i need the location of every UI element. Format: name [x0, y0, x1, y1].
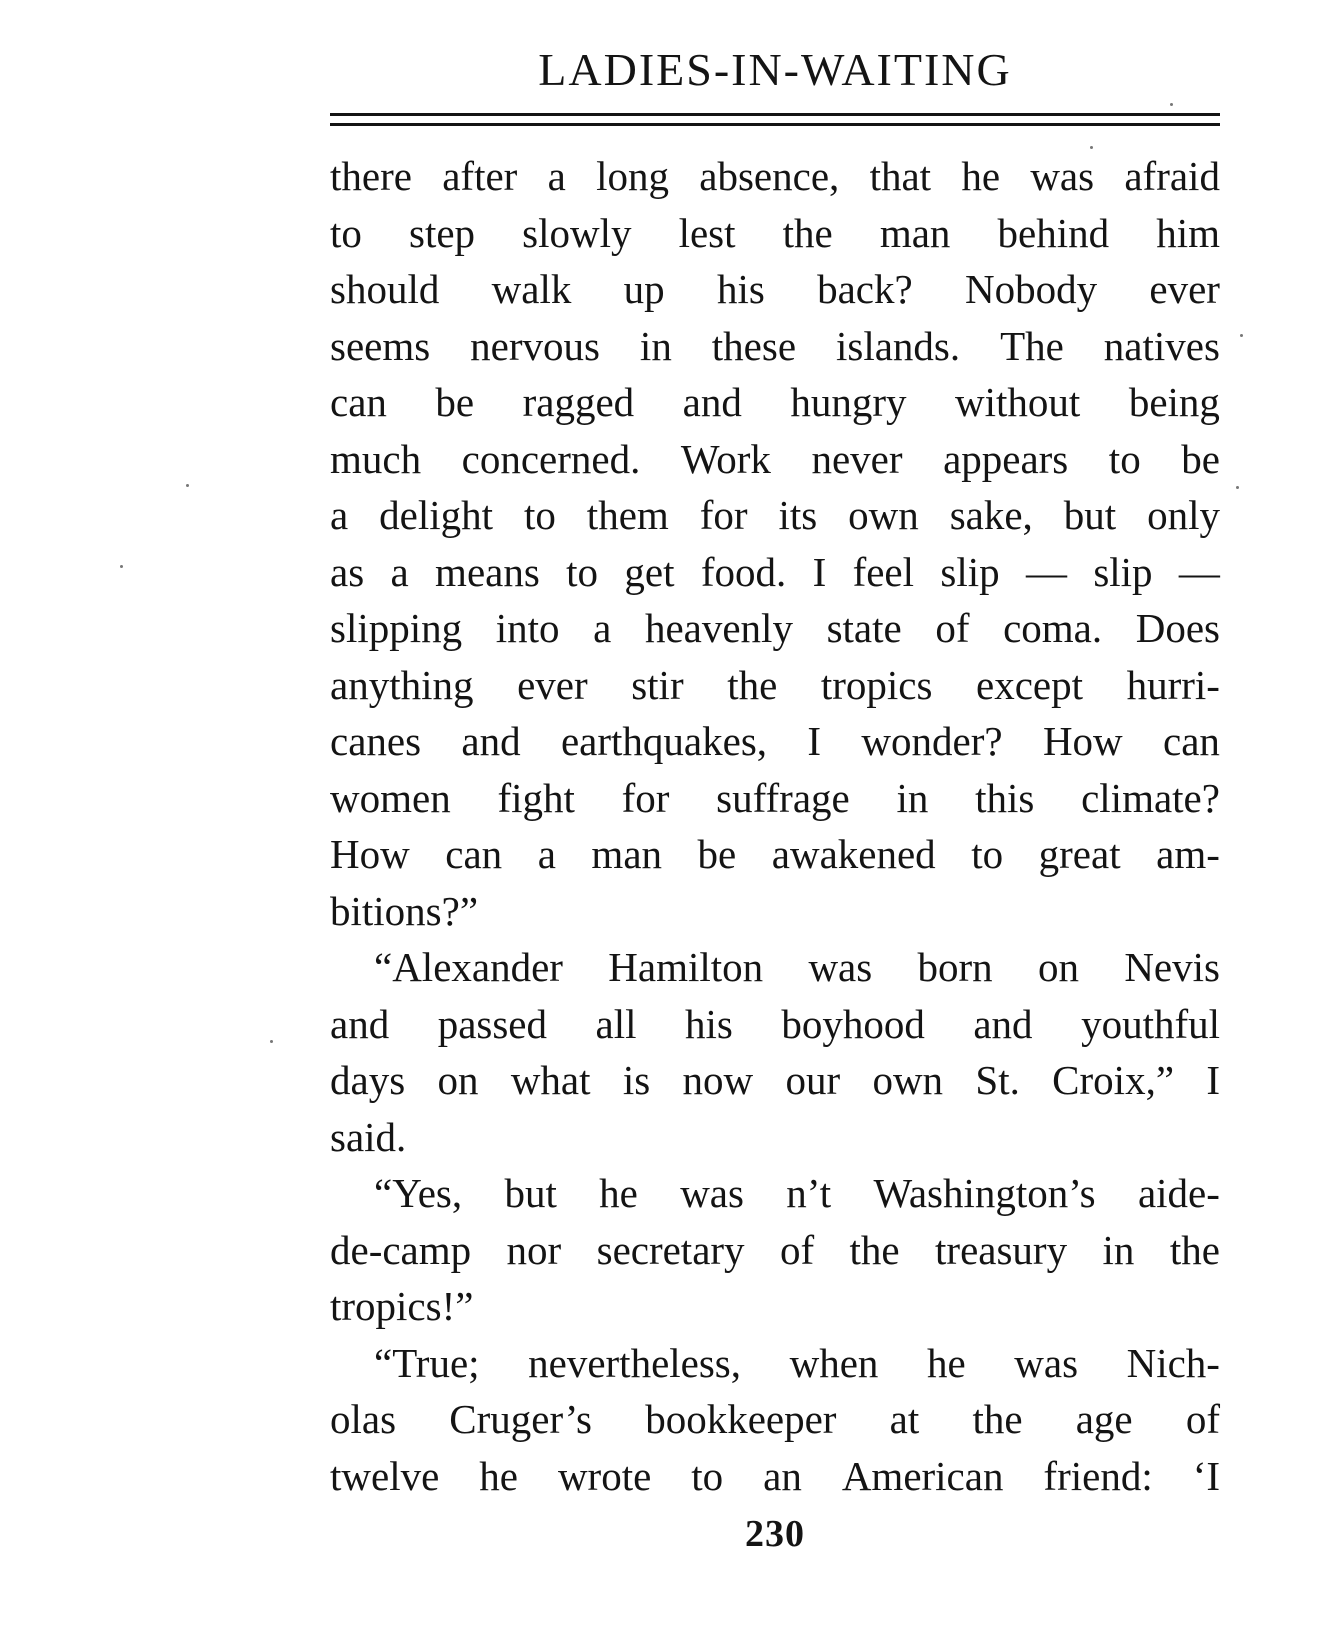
word: for — [699, 492, 748, 538]
word: ‘I — [1192, 1452, 1220, 1499]
word: the — [727, 661, 778, 708]
word: I — [807, 718, 822, 764]
header-rule-upper — [330, 113, 1220, 116]
word: stir — [631, 661, 684, 708]
word: own — [872, 1057, 944, 1103]
word: The — [1000, 322, 1064, 369]
scan-speck — [1170, 103, 1173, 106]
word: afraid — [1124, 153, 1220, 199]
word: hurri- — [1126, 661, 1220, 708]
word: n’t — [786, 1170, 832, 1216]
word: food. — [700, 548, 787, 595]
word: the — [849, 1226, 900, 1273]
scan-speck — [1236, 486, 1239, 489]
word: of — [935, 605, 970, 651]
word: to — [691, 1452, 724, 1499]
text-line — [330, 148, 1220, 205]
word: he — [479, 1452, 518, 1499]
word: a — [537, 831, 556, 877]
word: ragged — [522, 379, 635, 425]
word: lest — [678, 209, 736, 256]
word: Nich- — [1126, 1339, 1220, 1386]
word: his — [716, 266, 765, 312]
text-line — [330, 657, 1220, 714]
word: “True; — [374, 1339, 480, 1386]
word: islands. — [835, 322, 961, 369]
word: coma. — [1003, 605, 1103, 651]
word: climate? — [1081, 774, 1220, 821]
word: was — [1030, 153, 1095, 199]
text-line — [330, 1165, 1220, 1222]
word: walk — [491, 266, 572, 312]
word: these — [711, 322, 797, 369]
word: much — [330, 435, 422, 482]
word: slowly — [522, 209, 632, 256]
word: Washington’s — [873, 1170, 1096, 1216]
word: our — [785, 1057, 841, 1103]
word: an — [763, 1452, 802, 1499]
word: the — [782, 209, 833, 256]
word: nervous — [470, 322, 600, 369]
word: Work — [680, 435, 771, 482]
word: that — [869, 153, 932, 199]
word: said. — [330, 1113, 407, 1160]
word: its — [778, 492, 818, 538]
word: at — [889, 1396, 920, 1442]
word: is — [622, 1057, 651, 1103]
scan-speck — [120, 565, 123, 568]
word: to — [523, 492, 556, 538]
word: can — [330, 379, 387, 425]
word: but — [1063, 492, 1117, 538]
word: How — [1042, 718, 1123, 764]
word: great — [1038, 831, 1121, 877]
word: back? — [817, 266, 913, 312]
word: slipping — [330, 605, 463, 651]
word: Nobody — [965, 266, 1098, 312]
word: Hamilton — [608, 944, 764, 990]
word: own — [848, 492, 919, 538]
word: to — [1108, 435, 1141, 482]
text-line — [330, 826, 1220, 883]
scan-speck — [1090, 146, 1093, 149]
word: except — [976, 661, 1084, 708]
word: absence, — [699, 153, 840, 199]
word: step — [409, 209, 476, 256]
text-line — [330, 713, 1220, 770]
word: slip — [940, 548, 1000, 595]
text-line — [330, 544, 1220, 601]
word: a — [547, 153, 566, 199]
word: on — [1038, 944, 1079, 990]
word: treasury — [935, 1226, 1068, 1273]
word: days — [330, 1057, 406, 1103]
word: he — [926, 1339, 966, 1386]
word: — — [1025, 548, 1067, 595]
word: get — [624, 548, 675, 595]
word: of — [779, 1226, 815, 1273]
word: feel — [852, 548, 915, 595]
word: and — [330, 1000, 390, 1047]
word: I — [1206, 1057, 1220, 1103]
running-head: LADIES-IN-WAITING — [538, 44, 1012, 95]
word: aide- — [1137, 1170, 1220, 1216]
word: ever — [1149, 266, 1220, 312]
word: in — [639, 322, 672, 369]
word: can — [1163, 718, 1220, 764]
word: Does — [1135, 605, 1220, 651]
word: American — [841, 1452, 1004, 1499]
word: the — [1169, 1226, 1220, 1273]
word: but — [504, 1170, 557, 1216]
word: after — [442, 153, 518, 199]
word: can — [445, 831, 503, 877]
text-line — [330, 318, 1220, 375]
word: nevertheless, — [528, 1339, 742, 1386]
word: youthful — [1081, 1000, 1220, 1047]
word: concerned. — [461, 435, 641, 482]
word: fight — [497, 774, 575, 821]
word: to — [971, 831, 1004, 877]
word: and — [682, 379, 742, 425]
word: women — [330, 774, 451, 821]
word: olas — [330, 1396, 397, 1442]
text-line — [330, 205, 1220, 262]
word: secretary — [596, 1226, 745, 1273]
word: How — [330, 831, 410, 877]
word: of — [1185, 1396, 1220, 1442]
word: into — [495, 605, 560, 651]
word: was — [808, 944, 873, 990]
word: in — [896, 774, 929, 821]
text-line — [330, 1335, 1220, 1392]
word: Cruger’s — [449, 1396, 592, 1442]
word: all — [595, 1000, 637, 1047]
text-line — [330, 1222, 1220, 1279]
word: what — [510, 1057, 591, 1103]
word: and — [973, 1000, 1033, 1047]
word: on — [437, 1057, 479, 1103]
word: am- — [1156, 831, 1220, 877]
word: his — [685, 1000, 733, 1047]
text-line — [330, 600, 1220, 657]
text-line — [330, 261, 1220, 318]
word: born — [917, 944, 993, 990]
text-line — [330, 883, 1220, 940]
word: this — [975, 774, 1035, 821]
word: Nevis — [1124, 944, 1220, 990]
word: being — [1128, 379, 1220, 425]
word: as — [330, 548, 365, 595]
word: a — [330, 492, 349, 538]
word: canes — [330, 718, 422, 764]
word: for — [621, 774, 670, 821]
word: he — [961, 153, 1001, 199]
word: long — [596, 153, 669, 199]
word: state — [826, 605, 902, 651]
word: boyhood — [781, 1000, 925, 1047]
word: up — [623, 266, 665, 312]
word: friend: — [1043, 1452, 1153, 1499]
word: ever — [517, 661, 588, 708]
word: Croix,” — [1052, 1057, 1175, 1103]
word: wonder? — [861, 718, 1003, 764]
word: age — [1075, 1396, 1133, 1442]
word: twelve — [330, 1452, 440, 1499]
text-line — [330, 1448, 1220, 1505]
word: heavenly — [644, 605, 793, 651]
word: “Yes, — [374, 1170, 463, 1216]
word: them — [586, 492, 669, 538]
word: de-camp — [330, 1226, 472, 1273]
word: a — [593, 605, 612, 651]
word: be — [435, 379, 475, 425]
scan-speck — [1240, 334, 1243, 337]
word: behind — [997, 209, 1110, 256]
scan-speck — [270, 1040, 273, 1043]
word: to — [566, 548, 599, 595]
word: I — [812, 548, 827, 595]
word: now — [682, 1057, 754, 1103]
word: man — [591, 831, 663, 877]
word: there — [330, 153, 412, 199]
word: him — [1156, 209, 1220, 256]
word: passed — [437, 1000, 548, 1047]
word: tropics — [820, 661, 933, 708]
scan-speck — [186, 484, 189, 487]
page-number: 230 — [745, 1513, 805, 1555]
word: tropics!” — [330, 1283, 474, 1329]
word: — — [1178, 548, 1220, 595]
text-line — [330, 431, 1220, 488]
word: never — [811, 435, 903, 482]
body-text — [330, 148, 1220, 1504]
text-line — [330, 1278, 1220, 1335]
word: appears — [943, 435, 1069, 482]
word: and — [461, 718, 521, 764]
text-line — [330, 939, 1220, 996]
text-line — [330, 487, 1220, 544]
word: in — [1102, 1226, 1135, 1273]
word: nor — [506, 1226, 562, 1273]
word: anything — [330, 661, 474, 708]
word: slip — [1093, 548, 1153, 595]
text-line — [330, 996, 1220, 1053]
header-rule-lower — [330, 123, 1220, 126]
word: should — [330, 266, 440, 312]
word: “Alexander — [374, 944, 563, 990]
word: hungry — [790, 379, 907, 425]
word: natives — [1103, 322, 1220, 369]
text-line — [330, 1109, 1220, 1166]
word: suffrage — [716, 774, 850, 821]
word: without — [955, 379, 1081, 425]
word: seems — [330, 322, 431, 369]
word: awakened — [771, 831, 936, 877]
word: to — [330, 209, 362, 256]
word: bitions?” — [330, 887, 479, 934]
word: be — [697, 831, 737, 877]
text-line — [330, 1391, 1220, 1448]
word: a — [390, 548, 409, 595]
word: the — [972, 1396, 1023, 1442]
word: be — [1181, 435, 1220, 482]
text-line — [330, 770, 1220, 827]
word: was — [680, 1170, 744, 1216]
word: was — [1014, 1339, 1079, 1386]
word: he — [599, 1170, 638, 1216]
word: sake, — [949, 492, 1033, 538]
word: means — [435, 548, 540, 595]
word: earthquakes, — [560, 718, 768, 764]
word: only — [1147, 492, 1220, 538]
text-line — [330, 374, 1220, 431]
word: bookkeeper — [645, 1396, 837, 1442]
text-line — [330, 1052, 1220, 1109]
word: man — [879, 209, 951, 256]
word: wrote — [557, 1452, 652, 1499]
word: St. — [975, 1057, 1020, 1103]
word: when — [789, 1339, 879, 1386]
word: delight — [379, 492, 494, 538]
